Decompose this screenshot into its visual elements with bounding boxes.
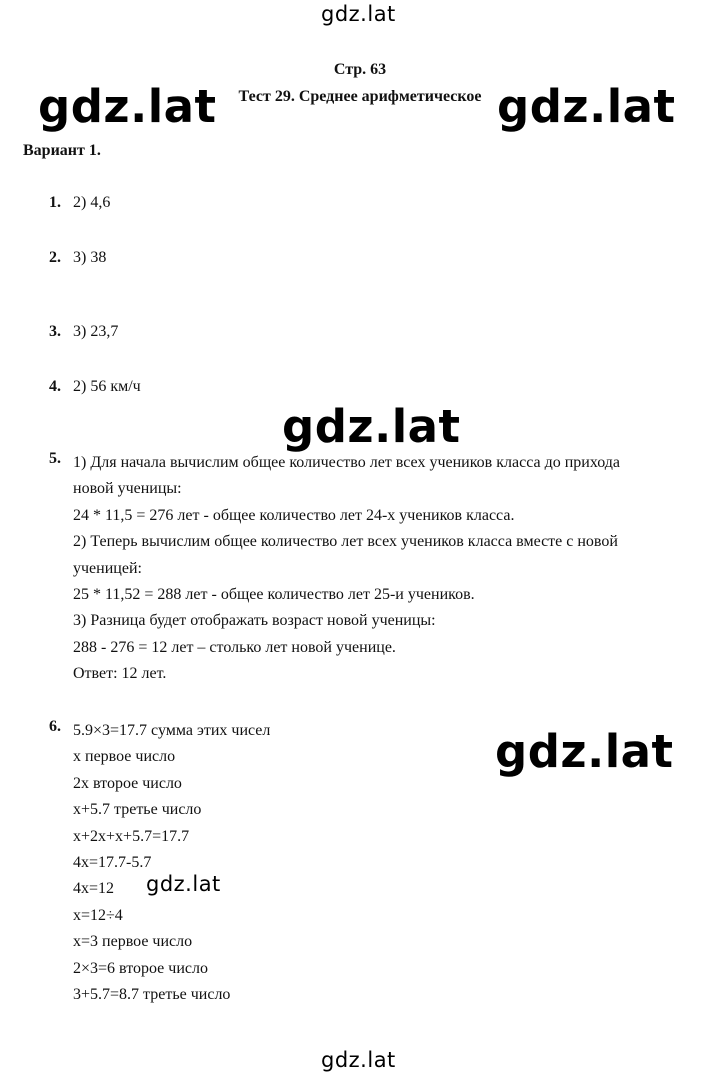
solution-line: 25 * 11,52 = 288 лет - общее количество лет 25-и учеников. — [73, 586, 475, 604]
solution-line: Ответ: 12 лет. — [73, 665, 167, 683]
solution-line: x=12÷4 — [73, 906, 123, 924]
answer-item — [49, 193, 110, 213]
variant-heading: Вариант 1. — [23, 142, 101, 159]
answer-number: 3. — [49, 323, 61, 340]
solution-line: 2x второе число — [73, 774, 182, 792]
task-number: 5. — [49, 450, 61, 467]
solution-line: 3) Разница будет отображать возраст новой ученицы: — [73, 612, 436, 630]
solution-line: 288 - 276 = 12 лет – столько лет новой ученице. — [73, 638, 396, 656]
answer-number: 4. — [49, 378, 61, 395]
watermark-left: gdz.lat — [38, 80, 217, 133]
solution-line: 24 * 11,5 = 276 лет - общее количество лет 24-х учеников класса. — [73, 506, 515, 524]
answer-number: 2. — [49, 249, 61, 266]
answer-text: 3) 38 — [73, 249, 107, 266]
solution-line: x+5.7 третье число — [73, 801, 202, 819]
solution-line: ученицей: — [73, 559, 142, 577]
task-5-lines — [73, 450, 620, 688]
answer-item — [49, 377, 141, 397]
answer-item — [49, 322, 118, 342]
solution-line: 1) Для начала вычислим общее количество лет всех учеников класса до прихода — [73, 454, 621, 471]
answer-item — [49, 248, 106, 268]
test-title: Тест 29. Среднее арифметическое — [238, 88, 482, 105]
solution-line: x первое число — [73, 748, 176, 766]
watermark-right: gdz.lat — [497, 80, 676, 133]
watermark-bottom: gdz.lat — [321, 1048, 396, 1072]
answer-text: 2) 56 км/ч — [73, 378, 141, 395]
watermark-small-lower: gdz.lat — [146, 872, 221, 896]
solution-line: 2×3=6 второе число — [73, 959, 208, 977]
solution-line: 3+5.7=8.7 третье число — [73, 986, 231, 1004]
watermark-top: gdz.lat — [321, 2, 396, 26]
solution-line: 4x=17.7-5.7 — [73, 854, 152, 872]
answer-text: 3) 23,7 — [73, 323, 119, 340]
solution-line: новой ученицы: — [73, 480, 182, 498]
watermark-middle: gdz.lat — [282, 400, 461, 453]
watermark-right-lower: gdz.lat — [495, 725, 674, 778]
answer-number: 1. — [49, 194, 61, 211]
task-6-lines — [73, 718, 270, 1008]
page-number: Стр. 63 — [333, 61, 387, 78]
answer-text: 2) 4,6 — [73, 194, 111, 211]
task-number: 6. — [49, 718, 61, 735]
solution-line: x+2x+x+5.7=17.7 — [73, 827, 190, 845]
solution-line: 4x=12 — [73, 880, 115, 898]
solution-line: x=3 первое число — [73, 933, 193, 951]
solution-line: 5.9×3=17.7 сумма этих чисел — [73, 722, 271, 739]
solution-line: 2) Теперь вычислим общее количество лет всех учеников класса вместе с новой — [73, 533, 618, 551]
